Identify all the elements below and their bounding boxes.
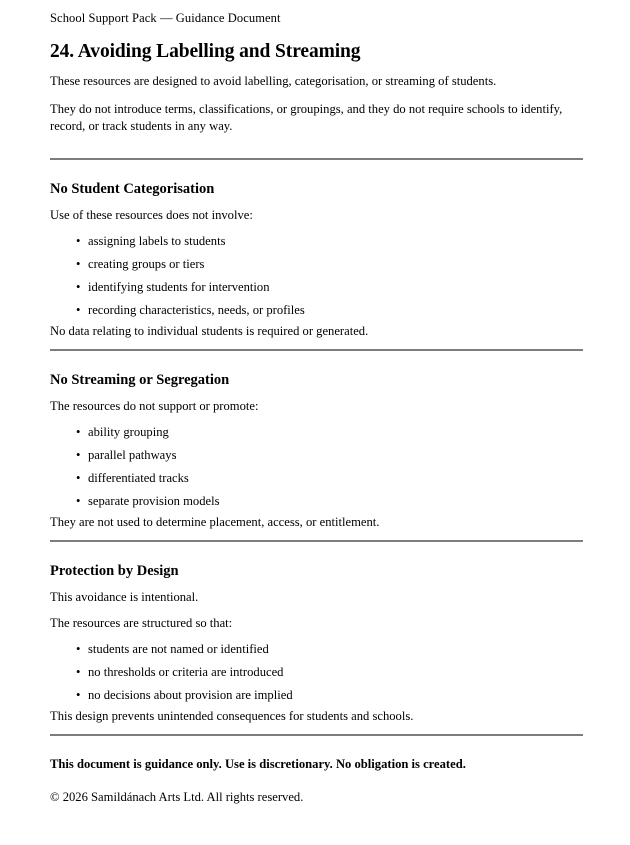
- section-closing-text: They are not used to determine placement, access, or entitlement.: [50, 515, 380, 529]
- list-item-label: no decisions about provision are implied: [88, 688, 293, 702]
- list-item-label: assigning labels to students: [88, 234, 226, 248]
- list-item: [50, 233, 583, 250]
- list-item: [50, 664, 583, 681]
- section-no-student-categorisation: [50, 180, 583, 340]
- bullet-icon: •: [76, 688, 81, 702]
- bullet-icon: •: [76, 642, 81, 656]
- bullet-icon: •: [76, 665, 81, 679]
- bullet-list: [50, 641, 583, 704]
- footer-disclaimer: This document is guidance only. Use is discretionary. No obligation is created.: [50, 757, 466, 771]
- list-item: [50, 447, 583, 464]
- list-item-label: separate provision models: [88, 494, 220, 508]
- list-item-label: ability grouping: [88, 425, 169, 439]
- list-item-label: parallel pathways: [88, 448, 177, 462]
- section-lead-text: The resources do not support or promote:: [50, 399, 259, 413]
- section-lead-text: This avoidance is intentional.: [50, 590, 199, 604]
- section-divider: [50, 734, 583, 736]
- divider-container-2: [50, 340, 583, 371]
- section-lead-text-secondary: The resources are structured so that:: [50, 616, 233, 630]
- section-lead-text: Use of these resources does not involve:: [50, 208, 253, 222]
- document-header: School Support Pack — Guidance Document: [50, 11, 281, 25]
- list-item: [50, 256, 583, 273]
- bullet-icon: •: [76, 234, 81, 248]
- list-item: [50, 493, 583, 510]
- section-no-streaming-or-segregation: [50, 371, 583, 531]
- bullet-icon: •: [76, 494, 81, 508]
- list-item-label: identifying students for intervention: [88, 280, 270, 294]
- section-heading: No Student Categorisation: [50, 181, 215, 197]
- intro-paragraph-2: They do not introduce terms, classifications, or groupings, and they do not require schools to identify, record, or track students in any way.: [50, 102, 563, 133]
- list-item: [50, 302, 583, 319]
- list-item-label: differentiated tracks: [88, 471, 189, 485]
- footer-copyright: © 2026 Samildánach Arts Ltd. All rights reserved.: [50, 790, 304, 804]
- section-heading: No Streaming or Segregation: [50, 372, 230, 388]
- list-item: [50, 687, 583, 704]
- list-item: [50, 470, 583, 487]
- list-item: [50, 279, 583, 296]
- bullet-icon: •: [76, 425, 81, 439]
- bullet-icon: •: [76, 257, 81, 271]
- bullet-icon: •: [76, 448, 81, 462]
- divider-container-4: [50, 725, 583, 756]
- document-footer: [50, 756, 583, 806]
- intro-paragraph-1: These resources are designed to avoid labelling, categorisation, or streaming of students.: [50, 74, 497, 88]
- section-divider: [50, 158, 583, 160]
- list-item-label: students are not named or identified: [88, 642, 269, 656]
- list-item-label: recording characteristics, needs, or profiles: [88, 303, 305, 317]
- bullet-icon: •: [76, 471, 81, 485]
- list-item-label: no thresholds or criteria are introduced: [88, 665, 284, 679]
- bullet-icon: •: [76, 303, 81, 317]
- section-divider: [50, 540, 583, 542]
- bullet-list: [50, 424, 583, 510]
- section-protection-by-design: [50, 562, 583, 725]
- section-divider: [50, 349, 583, 351]
- page-title: 24. Avoiding Labelling and Streaming: [50, 41, 361, 62]
- section-heading: Protection by Design: [50, 563, 179, 579]
- list-item-label: creating groups or tiers: [88, 257, 205, 271]
- divider-container-3: [50, 531, 583, 562]
- section-closing-text: No data relating to individual students is required or generated.: [50, 324, 369, 338]
- divider-container-1: [50, 146, 583, 180]
- bullet-list: [50, 233, 583, 319]
- section-closing-text: This design prevents unintended consequences for students and schools.: [50, 709, 414, 723]
- bullet-icon: •: [76, 280, 81, 294]
- list-item: [50, 424, 583, 441]
- list-item: [50, 641, 583, 658]
